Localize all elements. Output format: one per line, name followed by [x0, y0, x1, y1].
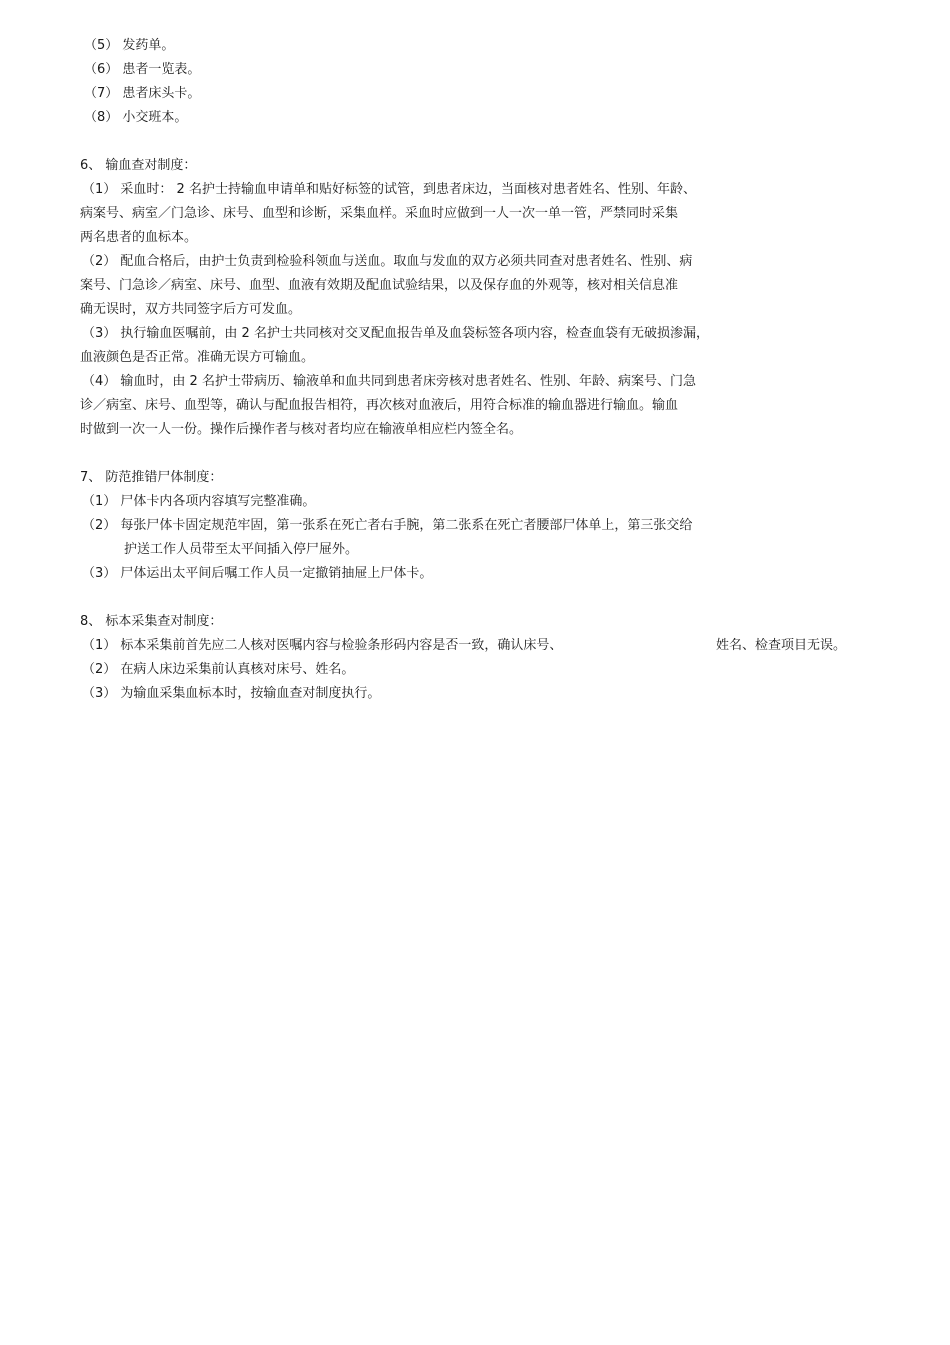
paragraph-line: 血液颜色是否正常。准确无误方可输血。 [80, 350, 315, 365]
paragraph-line: 病案号、病室／门急诊、床号、血型和诊断，采集血样。采血时应做到一人一次一单一管，严禁同时采集 [80, 206, 679, 221]
paragraph-line: （2） 配血合格后，由护士负责到检验科领血与送血。取血与发血的双方必须共同查对患者姓名、性别、病 [82, 254, 693, 269]
paragraph-line: （1） 采血时： 2 名护士持输血申请单和贴好标签的试管，到患者床边，当面核对患者姓名、性别、年龄、 [82, 182, 696, 197]
list-item-8: （8） 小交班本。 [84, 110, 188, 125]
paragraph-line: （4） 输血时，由 2 名护士带病历、输液单和血共同到患者床旁核对患者姓名、性别、年龄、病案号、门急 [82, 374, 696, 389]
paragraph-line: （2） 每张尸体卡固定规范牢固，第一张系在死亡者右手腕，第二张系在死亡者腰部尸体单上，第三张交给 [82, 518, 693, 533]
paragraph-line: 案号、门急诊／病室、床号、血型、血液有效期及配血试验结果，以及保存血的外观等，核对相关信息准 [80, 278, 679, 293]
paragraph-line: 确无误时，双方共同签字后方可发血。 [80, 302, 302, 317]
paragraph-line: （3） 尸体运出太平间后嘱工作人员一定撤销抽屉上尸体卡。 [82, 566, 433, 581]
paragraph-line: 诊／病室、床号、血型等，确认与配血报告相符，再次核对血液后，用符合标准的输血器进行输血。输血 [80, 398, 679, 413]
paragraph-line: 两名患者的血标本。 [80, 230, 198, 245]
section-heading-8: 8、 标本采集查对制度： [80, 614, 223, 629]
paragraph-line: 姓名、检查项目无误。 [716, 638, 847, 653]
list-item-7: （7） 患者床头卡。 [84, 86, 201, 101]
section-heading-6: 6、 输血查对制度： [80, 158, 197, 173]
paragraph-line: （2） 在病人床边采集前认真核对床号、姓名。 [82, 662, 355, 677]
paragraph-line: （3） 为输血采集血标本时，按输血查对制度执行。 [82, 686, 381, 701]
list-item-5: （5） 发药单。 [84, 38, 175, 53]
paragraph-line: （1） 尸体卡内各项内容填写完整准确。 [82, 494, 316, 509]
paragraph-line: 时做到一次一人一份。操作后操作者与核对者均应在输液单相应栏内签全名。 [80, 422, 523, 437]
list-item-6: （6） 患者一览表。 [84, 62, 201, 77]
section-heading-7: 7、 防范推错尸体制度： [80, 470, 223, 485]
paragraph-line: （3） 执行输血医嘱前，由 2 名护士共同核对交叉配血报告单及血袋标签各项内容，检查血袋有无破损渗漏， [82, 326, 709, 341]
paragraph-line: 护送工作人员带至太平间插入停尸屉外。 [124, 542, 359, 557]
paragraph-line: （1） 标本采集前首先应二人核对医嘱内容与检验条形码内容是否一致，确认床号、 [82, 638, 563, 653]
